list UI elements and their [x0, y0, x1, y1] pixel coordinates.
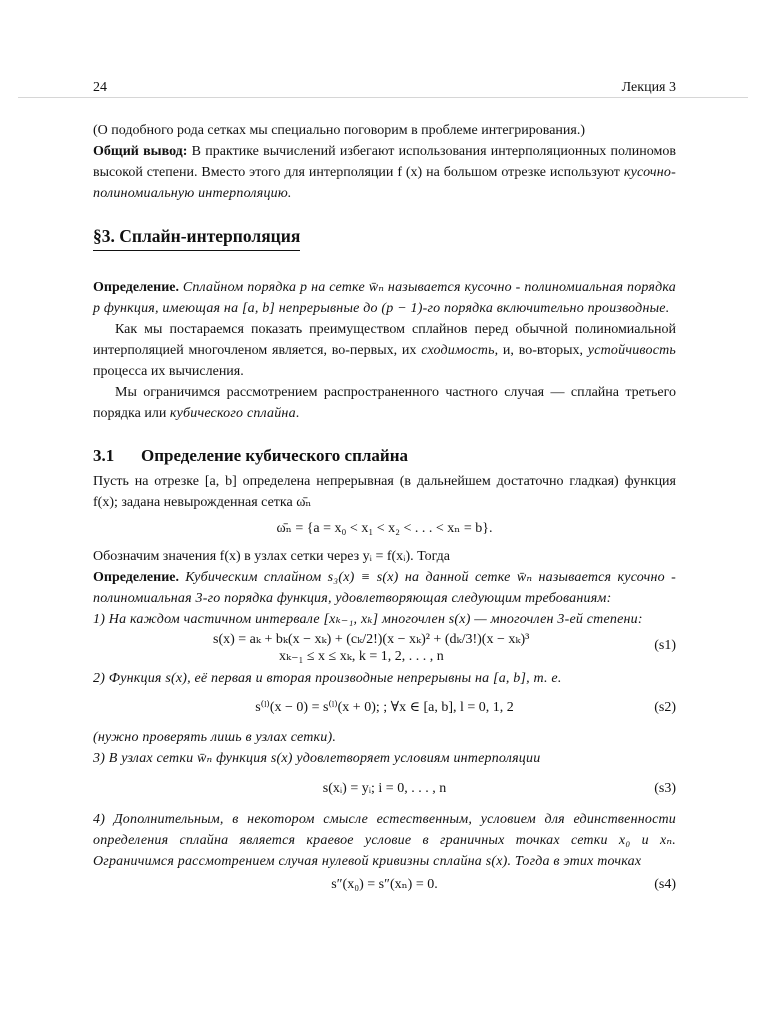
lecture-label: Лекция 3 [621, 80, 676, 95]
requirement-2: 2) Функция s(x), её первая и вторая производные непрерывны на [a, b], т. е. [93, 671, 562, 686]
equation-tag-s2: (s2) [654, 700, 676, 715]
equation-s1: s(x) = aₖ + bₖ(x − xₖ) + (cₖ/2!)(x − xₖ)² + (dₖ/3!)(x − xₖ)³ xₖ₋₁ ≤ x ≤ xₖ, k = 1, 2, . . . , n (s1) [213, 632, 676, 664]
intro-line: (О подобного рода сетках мы специально поговорим в проблеме интегрирования.) [93, 123, 585, 138]
equation-tag-s4: (s4) [654, 877, 676, 892]
page-number: 24 [93, 80, 107, 95]
requirement-1: 1) На каждом частичном интервале [xₖ₋₁, xₖ] многочлен s(x) — многочлен 3-ей степени: [93, 612, 643, 627]
equation-tag-s3: (s3) [654, 781, 676, 796]
equation-s4: s″(x₀) = s″(xₙ) = 0. (s4) [93, 874, 676, 896]
note-nodes: (нужно проверять лишь в узлах сетки). [93, 730, 337, 745]
conclusion-label: Общий вывод: [93, 144, 188, 159]
conclusion-paragraph: Общий вывод: В практике вычислений избегают использования интерполяционных полиномов высокой степени. Вместо этого для интерполяции f (x) на большом отрезке используют кусочно-полиномиальную интерполяцию. [93, 144, 676, 201]
equation-s2: s⁽ˡ⁾(x − 0) = s⁽ˡ⁾(x + 0); ; ∀x ∈ [a, b], l = 0, 1, 2 (s2) [93, 697, 676, 719]
equation-s3: s(xᵢ) = yᵢ; i = 0, . . . , n (s3) [93, 778, 676, 800]
paragraph-cubic: Мы ограничимся рассмотрением распространенного частного случая — сплайна третьего порядка или кубического сплайна. [93, 385, 676, 421]
subsection-title: 3.1 Определение кубического сплайна [93, 446, 409, 465]
section-title: §3. Сплайн-интерполяция [93, 223, 300, 251]
requirement-3: 3) В узлах сетки w̄ₙ функция s(x) удовлетворяет условиям интерполяции [93, 751, 541, 766]
requirement-4: 4) Дополнительным, в некотором смысле естественным, условием для единственности определения сплайна является краевое условие в граничных точках сетки x₀ и xₙ. Ограничимся рассмотрением случая нулевой кривизны сплайна s(x). Тогда в этих точках [93, 812, 676, 869]
paragraph-grid: Пусть на отрезке [a, b] определена непрерывная (в дальнейшем достаточно гладкая) функция f(x); задана невырожденная сетка ω̄ₙ [93, 474, 676, 510]
definition-cubic-spline: Определение. Кубическим сплайном s₃(x) ≡ s(x) на данной сетке w̄ₙ называется кусочно - полиномиальная 3-го порядка функция, удовлетворяющая следующим требованиям: [93, 570, 676, 606]
header-rule [18, 97, 748, 98]
paragraph-advantages: Как мы постараемся показать преимуществом сплайнов перед обычной полиномиальной интерполяцией многочленом является, во-первых, их сходимость, и, во-вторых, устойчивость процесса их вычисления. [93, 322, 676, 379]
paragraph-values: Обозначим значения f(x) в узлах сетки через yᵢ = f(xᵢ). Тогда [93, 549, 451, 564]
page-body [93, 120, 676, 896]
equation-tag-s1: (s1) [654, 638, 676, 653]
equation-grid: ω̄ₙ = {a = x₀ < x₁ < x₂ < . . . < xₙ = b}. [276, 521, 493, 536]
definition-spline: Определение. Сплайном порядка p на сетке w̄ₙ называется кусочно - полиномиальная порядка p функция, имеющая на [a, b] непрерывные до (p − 1)-го порядка включительно производные. [93, 280, 676, 316]
